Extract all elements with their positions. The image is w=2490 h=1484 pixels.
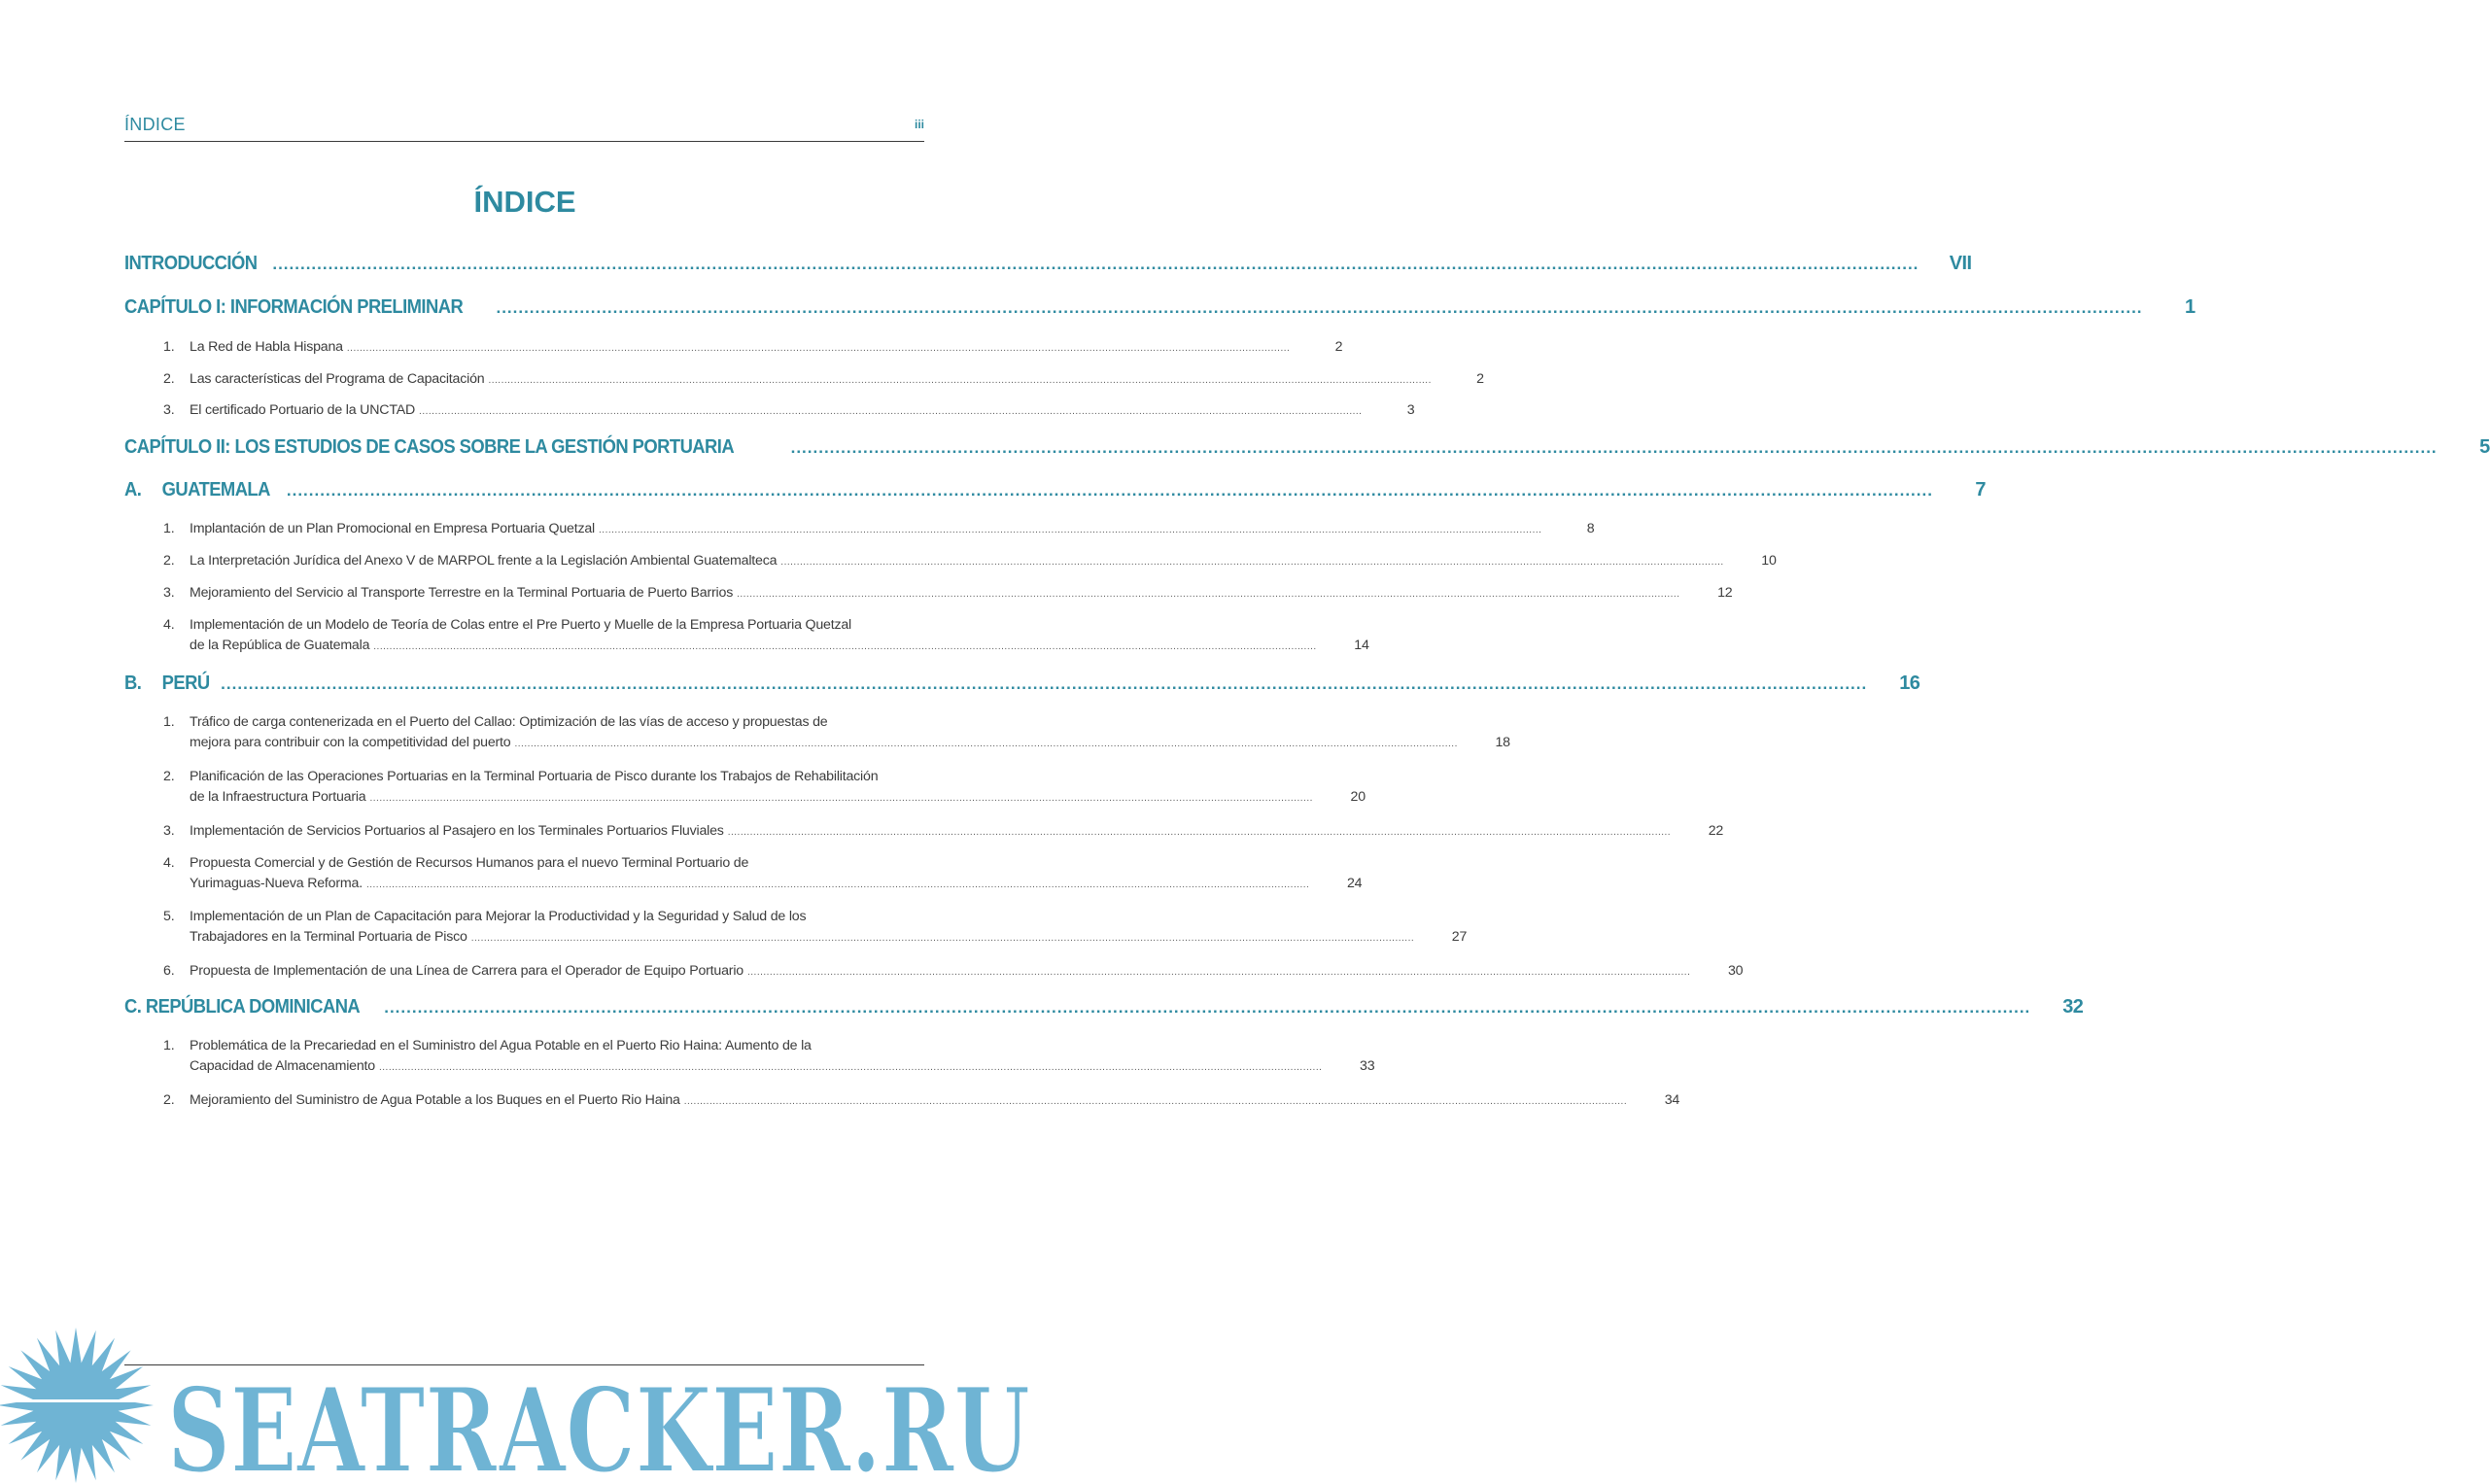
dot-leader bbox=[366, 880, 1309, 890]
toc-subentry-text: Las características del Programa de Capacitación bbox=[190, 371, 485, 387]
toc-entry-page: VII bbox=[1949, 253, 1972, 274]
dot-leader bbox=[373, 641, 1316, 652]
toc-subentry-text-line2: de la Infraestructura Portuaria bbox=[190, 789, 366, 805]
toc-subentry-number: 3. bbox=[163, 402, 175, 418]
toc-subentry-text: Propuesta de Implementación de una Línea de Carrera para el Operador de Equipo Portuario bbox=[190, 963, 744, 979]
toc-subentry-number: 3. bbox=[163, 823, 175, 839]
toc-subentry-text: La Interpretación Jurídica del Anexo V de MARPOL frente a la Legislación Ambiental Guatemalteca bbox=[190, 553, 778, 569]
toc-subentry[interactable] bbox=[163, 585, 1733, 601]
toc-entry-page: 1 bbox=[2185, 296, 2196, 318]
toc-entry-page: 5 bbox=[2479, 436, 2490, 458]
running-head bbox=[124, 113, 924, 142]
toc-subentry[interactable] bbox=[163, 617, 1369, 653]
dot-leader bbox=[488, 375, 1431, 386]
watermark-logo bbox=[0, 1329, 1050, 1484]
toc-entry-page: 16 bbox=[1899, 673, 1920, 694]
toc-subentry-text: Implementación de Servicios Portuarios al Pasajero en los Terminales Portuarios Fluviales bbox=[190, 823, 724, 839]
sun-icon bbox=[0, 1328, 175, 1483]
toc-subentry-page: 10 bbox=[1761, 553, 1777, 569]
toc-subentry-page: 2 bbox=[1334, 339, 1343, 355]
dot-leader bbox=[370, 793, 1313, 804]
toc-entry-label: CAPÍTULO II: LOS ESTUDIOS DE CASOS SOBRE LA GESTIÓN PORTUARIA bbox=[124, 436, 735, 458]
toc-subentry[interactable] bbox=[163, 769, 1366, 805]
toc-entry-guatemala[interactable] bbox=[124, 479, 1986, 501]
toc-subentry[interactable] bbox=[163, 1092, 1680, 1108]
toc-subentry-number: 2. bbox=[163, 769, 175, 784]
toc-subentry-page: 30 bbox=[1727, 963, 1744, 979]
toc-subentry-page: 33 bbox=[1360, 1058, 1375, 1074]
toc-subentry-number: 1. bbox=[163, 339, 175, 355]
toc-entry-capitulo-2[interactable] bbox=[124, 436, 2490, 459]
toc-subentry[interactable] bbox=[163, 963, 1744, 979]
dot-leader bbox=[496, 298, 2142, 318]
toc-subentry[interactable] bbox=[163, 855, 1363, 891]
toc-subentry[interactable] bbox=[163, 339, 1343, 355]
running-head-title: ÍNDICE bbox=[124, 115, 186, 134]
toc-subentry-page: 22 bbox=[1708, 823, 1724, 839]
toc-subentry-page: 12 bbox=[1717, 585, 1733, 601]
section-letter: B. bbox=[124, 673, 142, 694]
toc-subentry-number: 1. bbox=[163, 1038, 175, 1053]
dot-leader bbox=[737, 589, 1679, 600]
toc-subentry-number: 4. bbox=[163, 617, 175, 633]
dot-leader bbox=[684, 1096, 1627, 1107]
toc-entry-republica-dominicana[interactable] bbox=[124, 996, 2084, 1018]
section-name: PERÚ bbox=[161, 673, 210, 694]
dot-leader bbox=[471, 933, 1414, 944]
toc-subentry-text: Mejoramiento del Servicio al Transporte Terrestre en la Terminal Portuaria de Puerto Barrios bbox=[190, 585, 734, 601]
dot-leader bbox=[599, 525, 1541, 535]
toc-subentry-number: 2. bbox=[163, 1092, 175, 1108]
toc-subentry-page: 34 bbox=[1664, 1092, 1680, 1108]
toc-subentry[interactable] bbox=[163, 402, 1415, 418]
dot-leader bbox=[272, 255, 1919, 274]
running-head-page-number: iii bbox=[914, 118, 924, 131]
toc-subentry-number: 1. bbox=[163, 521, 175, 536]
toc-subentry-page: 14 bbox=[1354, 638, 1369, 653]
toc-subentry-number: 1. bbox=[163, 714, 175, 730]
toc-subentry-page: 2 bbox=[1476, 371, 1484, 387]
toc-subentry-page: 27 bbox=[1451, 929, 1468, 945]
toc-subentry-text-line1: Tráfico de carga contenerizada en el Puerto del Callao: Optimización de las vías de acceso y propuestas de bbox=[190, 714, 828, 730]
toc-entry-capitulo-1[interactable] bbox=[124, 296, 2196, 319]
section-letter: A. bbox=[124, 479, 142, 500]
toc-entry-label: C. REPÚBLICA DOMINICANA bbox=[124, 996, 361, 1018]
dot-leader bbox=[780, 557, 1723, 568]
dot-leader bbox=[221, 674, 1867, 694]
toc-subentry-text-line1: Problemática de la Precariedad en el Suministro del Agua Potable en el Puerto Rio Haina: Aumento de la bbox=[190, 1038, 812, 1053]
toc-entry-label bbox=[124, 479, 270, 501]
dot-leader bbox=[347, 343, 1290, 354]
dot-leader bbox=[287, 481, 1933, 500]
dot-leader bbox=[384, 998, 2030, 1018]
toc-subentry-text-line2: mejora para contribuir con la competitividad del puerto bbox=[190, 735, 511, 750]
section-name: GUATEMALA bbox=[161, 479, 270, 500]
dot-leader bbox=[379, 1062, 1322, 1073]
toc-subentry-text-line2: Yurimaguas-Nueva Reforma. bbox=[190, 876, 363, 891]
toc-subentry-page: 8 bbox=[1586, 521, 1595, 536]
toc-entry-page: 7 bbox=[1975, 479, 1986, 500]
toc-entry-label: CAPÍTULO I: INFORMACIÓN PRELIMINAR bbox=[124, 296, 464, 318]
toc-entry-label bbox=[124, 673, 210, 695]
toc-subentry-number: 4. bbox=[163, 855, 175, 871]
toc-subentry-text: La Red de Habla Hispana bbox=[190, 339, 343, 355]
toc-entry-label: INTRODUCCIÓN bbox=[124, 253, 258, 274]
toc-subentry-text: El certificado Portuario de la UNCTAD bbox=[190, 402, 416, 418]
toc-subentry-text: Implantación de un Plan Promocional en Empresa Portuaria Quetzal bbox=[190, 521, 596, 536]
dot-leader bbox=[514, 739, 1457, 749]
toc-subentry[interactable] bbox=[163, 909, 1468, 945]
toc-subentry-text-line1: Implementación de un Modelo de Teoría de Colas entre el Pre Puerto y Muelle de la Empresa Portuaria Quetzal bbox=[190, 617, 852, 633]
toc-entry-introduccion[interactable] bbox=[124, 253, 1972, 275]
toc-subentry-text-line2: de la República de Guatemala bbox=[190, 638, 370, 653]
toc-subentry-text-line1: Implementación de un Plan de Capacitación para Mejorar la Productividad y la Seguridad y Salud de los bbox=[190, 909, 807, 924]
page-title: ÍNDICE bbox=[473, 185, 576, 219]
toc-subentry-text-line1: Propuesta Comercial y de Gestión de Recursos Humanos para el nuevo Terminal Portuario de bbox=[190, 855, 749, 871]
toc-subentry[interactable] bbox=[163, 371, 1484, 387]
toc-subentry-number: 6. bbox=[163, 963, 175, 979]
toc-entry-page: 32 bbox=[2062, 996, 2084, 1018]
watermark-text: SEATRACKER.RU bbox=[167, 1363, 1030, 1484]
toc-subentry-page: 3 bbox=[1406, 402, 1415, 418]
toc-subentry-page: 24 bbox=[1346, 876, 1363, 891]
toc-subentry-page: 20 bbox=[1350, 789, 1366, 805]
toc-subentry-number: 3. bbox=[163, 585, 175, 601]
dot-leader bbox=[791, 438, 2438, 458]
toc-entry-peru[interactable] bbox=[124, 673, 1920, 695]
dot-leader bbox=[728, 827, 1671, 838]
toc-subentry-text-line2: Trabajadores en la Terminal Portuaria de Pisco bbox=[190, 929, 467, 945]
toc-subentry-number: 2. bbox=[163, 371, 175, 387]
toc-subentry[interactable] bbox=[163, 553, 1777, 569]
toc-subentry[interactable] bbox=[163, 1038, 1375, 1074]
toc-subentry-text-line1: Planificación de las Operaciones Portuarias en la Terminal Portuaria de Pisco durante los Trabajos de Rehabilitación bbox=[190, 769, 879, 784]
toc-subentry-text: Mejoramiento del Suministro de Agua Potable a los Buques en el Puerto Rio Haina bbox=[190, 1092, 680, 1108]
toc-subentry[interactable] bbox=[163, 714, 1510, 750]
toc-subentry-number: 2. bbox=[163, 553, 175, 569]
dot-leader bbox=[747, 967, 1690, 978]
toc-subentry[interactable] bbox=[163, 521, 1595, 536]
toc-subentry-number: 5. bbox=[163, 909, 175, 924]
toc-subentry[interactable] bbox=[163, 823, 1724, 839]
dot-leader bbox=[419, 406, 1362, 417]
toc-subentry-text-line2: Capacidad de Almacenamiento bbox=[190, 1058, 375, 1074]
toc-subentry-page: 18 bbox=[1495, 735, 1510, 750]
